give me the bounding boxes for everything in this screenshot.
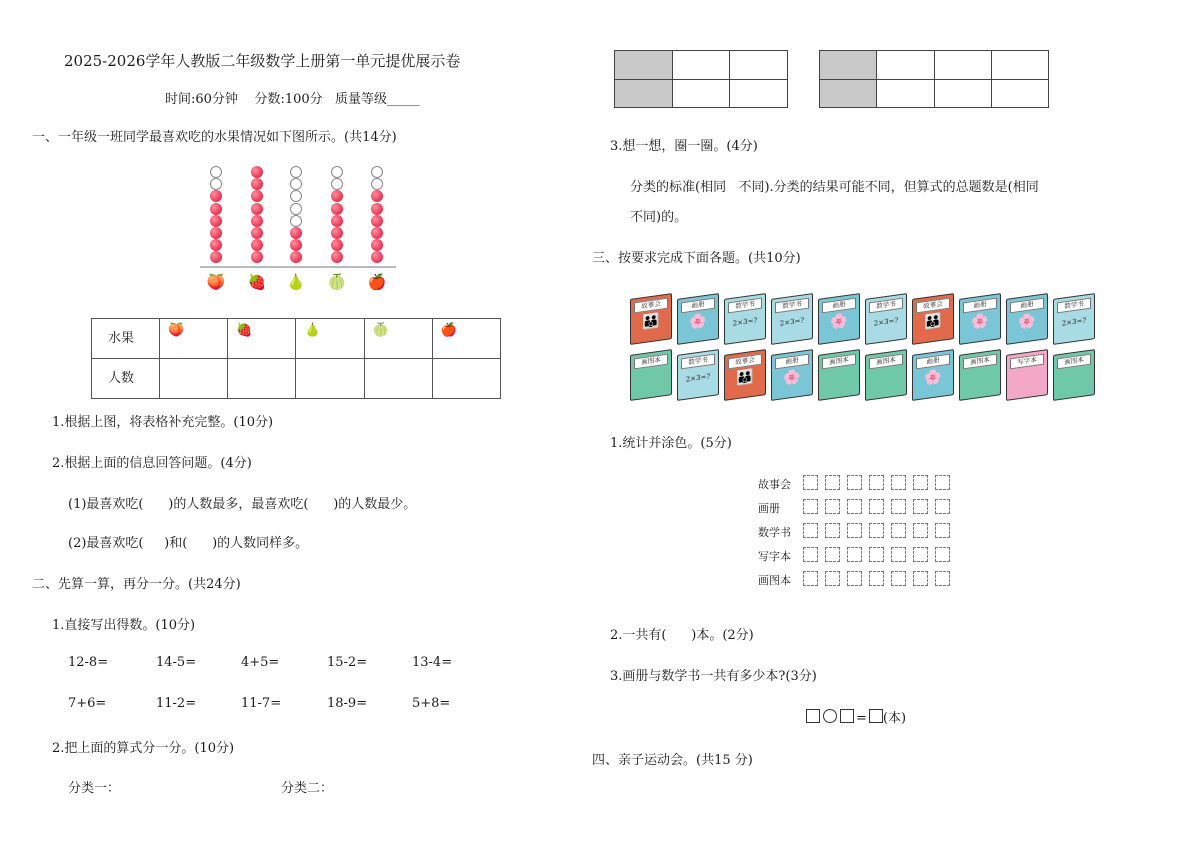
- calc-item: 11-2=: [156, 696, 197, 711]
- stat-cell[interactable]: [847, 571, 862, 586]
- question-3-3: 3.画册与数学书一共有多少本?(3分): [610, 669, 817, 684]
- abacus-bead: [371, 215, 383, 227]
- book-label: 故事会: [634, 298, 668, 314]
- question-2-3: 3.想一想，圈一圈。(4分): [610, 139, 758, 154]
- calc-item: 5+8=: [412, 696, 451, 711]
- stat-cell[interactable]: [825, 499, 840, 514]
- classification-2-label: 分类二：: [281, 781, 334, 796]
- stat-cell[interactable]: [913, 571, 928, 586]
- book-cover-art: 🌸: [689, 312, 707, 332]
- book-cover-art: 2×3=?: [873, 316, 899, 328]
- book-label: 故事会: [916, 298, 950, 314]
- book-story: [630, 293, 672, 345]
- book-story: [724, 349, 766, 401]
- stat-cell[interactable]: [869, 475, 884, 490]
- book-label: 画册: [916, 354, 950, 370]
- abacus-bead: [210, 203, 222, 215]
- stat-cell[interactable]: [825, 523, 840, 538]
- sort-grid-left: [614, 50, 788, 108]
- peach-icon: 🍑: [206, 273, 226, 291]
- question-2-2: 2.把上面的算式分一分。(10分): [52, 741, 235, 756]
- stat-label: 画图本: [758, 574, 791, 587]
- question-3-2: 2.一共有( )本。(2分): [610, 628, 754, 643]
- grid-cell[interactable]: [877, 51, 934, 80]
- table-cell-melon: [364, 319, 432, 359]
- stat-cell[interactable]: [891, 571, 906, 586]
- book-label: 画册: [963, 298, 997, 314]
- abacus-bead-empty: [210, 178, 222, 190]
- stat-cell[interactable]: [825, 547, 840, 562]
- calc-item: 18-9=: [327, 696, 368, 711]
- abacus-bead: [251, 166, 263, 178]
- table-cell-pear: [296, 319, 364, 359]
- abacus-bead: [331, 190, 343, 202]
- book-cover-art: 👪: [736, 368, 754, 388]
- book-label: 画图本: [634, 354, 668, 370]
- stat-cell[interactable]: [803, 475, 818, 490]
- calc-item: 11-7=: [241, 696, 282, 711]
- abacus-bead-empty: [290, 203, 302, 215]
- abacus-bead: [290, 239, 302, 251]
- question-1-2a: (1)最喜欢吃( )的人数最多，最喜欢吃( )的人数最少。: [68, 497, 417, 512]
- stat-cell[interactable]: [935, 547, 950, 562]
- book-math: [771, 293, 813, 345]
- book-label: 数学书: [775, 298, 809, 314]
- book-draw: [630, 349, 672, 401]
- book-draw: [818, 349, 860, 401]
- apple-icon: 🍎: [367, 273, 387, 291]
- book-paint: [677, 293, 719, 345]
- stat-cell[interactable]: [891, 475, 906, 490]
- book-paint: [959, 293, 1001, 345]
- strawberry-icon: 🍓: [247, 273, 267, 291]
- abacus-bead: [251, 215, 263, 227]
- grid-cell[interactable]: [991, 51, 1048, 80]
- abacus-bead: [371, 251, 383, 263]
- section-4-heading: 四、亲子运动会。(共15 分): [592, 753, 753, 768]
- stat-cell[interactable]: [847, 475, 862, 490]
- melon-icon: 🍈: [327, 273, 347, 291]
- book-draw: [1053, 349, 1095, 401]
- book-cover-art: 👪: [924, 312, 942, 332]
- question-1-1: 1.根据上图，将表格补充完整。(10分): [52, 415, 274, 430]
- abacus-bead: [371, 190, 383, 202]
- table-cell-apple: [432, 319, 500, 359]
- calc-item: 15-2=: [327, 655, 368, 670]
- book-label: 数学书: [869, 298, 903, 314]
- stat-cell[interactable]: [803, 571, 818, 586]
- stat-cell[interactable]: [825, 571, 840, 586]
- abacus-bead-empty: [290, 215, 302, 227]
- abacus-bead: [251, 239, 263, 251]
- book-label: 数学书: [1057, 298, 1091, 314]
- stat-cell[interactable]: [913, 499, 928, 514]
- question-3-1: 1.统计并涂色。(5分): [610, 436, 732, 451]
- book-cover-art: 🌸: [971, 312, 989, 332]
- abacus-bead: [331, 215, 343, 227]
- abacus-bead: [331, 251, 343, 263]
- calc-item: 4+5=: [241, 655, 280, 670]
- book-math: [865, 293, 907, 345]
- stat-cell[interactable]: [869, 547, 884, 562]
- grid-header-cell: [615, 51, 673, 80]
- stat-cell[interactable]: [869, 523, 884, 538]
- question-2-3-line2: 不同)的。: [630, 210, 688, 225]
- abacus-bead-empty: [331, 178, 343, 190]
- grid-cell[interactable]: [672, 79, 730, 108]
- calc-item: 14-5=: [156, 655, 197, 670]
- question-1-2: 2.根据上面的信息回答问题。(4分): [52, 456, 252, 471]
- book-story: [912, 293, 954, 345]
- calc-item: 7+6=: [68, 696, 107, 711]
- stat-cell[interactable]: [935, 499, 950, 514]
- abacus-bead: [331, 203, 343, 215]
- book-write: [1006, 349, 1048, 401]
- answer-box[interactable]: [806, 709, 820, 723]
- abacus-bead-empty: [371, 166, 383, 178]
- calc-item: 12-8=: [68, 655, 109, 670]
- stat-cell[interactable]: [891, 547, 906, 562]
- stat-cell[interactable]: [803, 523, 818, 538]
- grid-header-cell: [820, 51, 877, 80]
- stat-label: 数学书: [758, 526, 791, 539]
- abacus-chart: [200, 160, 400, 300]
- grid-cell[interactable]: [934, 51, 991, 80]
- abacus-bead-empty: [290, 178, 302, 190]
- stat-cell[interactable]: [935, 523, 950, 538]
- table-cell-peach: [160, 319, 228, 359]
- abacus-bead: [371, 203, 383, 215]
- table-header-count: 人数: [92, 359, 160, 399]
- answer-cell[interactable]: [432, 359, 500, 399]
- abacus-bead: [251, 190, 263, 202]
- operator-circle[interactable]: [823, 709, 837, 723]
- page-title: 2025-2026学年人教版二年级数学上册第一单元提优展示卷: [64, 52, 461, 70]
- book-label: 画图本: [869, 354, 903, 370]
- sort-grid-right: [819, 50, 1049, 108]
- table-cell-strawberry: [228, 319, 296, 359]
- book-cover-art: 🌸: [1018, 312, 1036, 332]
- abacus-bead-empty: [290, 166, 302, 178]
- calc-item: 13-4=: [412, 655, 453, 670]
- book-label: 画册: [822, 298, 856, 314]
- abacus-bead: [290, 251, 302, 263]
- book-draw: [959, 349, 1001, 401]
- melon-icon: 🍈: [372, 323, 389, 338]
- abacus-bead: [331, 239, 343, 251]
- equation-unit: (本): [882, 711, 907, 726]
- book-cover-art: 👪: [642, 312, 660, 332]
- grid-cell[interactable]: [730, 79, 788, 108]
- abacus-bead: [251, 227, 263, 239]
- book-label: 写字本: [1010, 354, 1044, 370]
- section-2-heading: 二、先算一算，再分一分。(共24分): [32, 577, 241, 592]
- abacus-bead-empty: [210, 166, 222, 178]
- abacus-bead: [210, 215, 222, 227]
- exam-info: 时间:60分钟 分数:100分 质量等级_____: [165, 92, 420, 107]
- stat-cell[interactable]: [803, 499, 818, 514]
- grid-cell[interactable]: [991, 79, 1048, 108]
- abacus-bead: [251, 203, 263, 215]
- book-label: 画册: [1010, 298, 1044, 314]
- book-paint: [1006, 293, 1048, 345]
- abacus-bead: [251, 178, 263, 190]
- book-math: [724, 293, 766, 345]
- stat-label: 画册: [758, 502, 780, 515]
- strawberry-icon: 🍓: [236, 323, 253, 338]
- abacus-bead: [331, 227, 343, 239]
- grid-cell[interactable]: [672, 51, 730, 80]
- fruit-table: [91, 318, 501, 399]
- peach-icon: 🍑: [168, 323, 185, 338]
- abacus-bead: [210, 251, 222, 263]
- answer-cell[interactable]: [160, 359, 228, 399]
- answer-cell[interactable]: [228, 359, 296, 399]
- books-illustration: [630, 290, 1110, 405]
- book-draw: [865, 349, 907, 401]
- grid-header-cell: [820, 79, 877, 108]
- book-cover-art: 🌸: [830, 312, 848, 332]
- book-label: 数学书: [728, 298, 762, 314]
- stat-cell[interactable]: [913, 547, 928, 562]
- book-math: [1053, 293, 1095, 345]
- book-paint: [818, 293, 860, 345]
- stat-label: 故事会: [758, 478, 791, 491]
- abacus-bead-empty: [331, 166, 343, 178]
- abacus-bead-empty: [290, 190, 302, 202]
- book-cover-art: 2×3=?: [685, 372, 711, 384]
- grid-cell[interactable]: [877, 79, 934, 108]
- book-math: [677, 349, 719, 401]
- answer-cell[interactable]: [296, 359, 364, 399]
- question-2-1: 1.直接写出得数。(10分): [52, 618, 196, 633]
- abacus-bead: [210, 190, 222, 202]
- stat-cell[interactable]: [847, 547, 862, 562]
- abacus-bead: [371, 227, 383, 239]
- book-label: 数学书: [681, 354, 715, 370]
- question-1-2b: (2)最喜欢吃( )和( )的人数同样多。: [68, 536, 309, 551]
- stat-cell[interactable]: [935, 571, 950, 586]
- stat-label: 写字本: [758, 550, 791, 563]
- stat-cell[interactable]: [847, 523, 862, 538]
- stat-cell[interactable]: [803, 547, 818, 562]
- section-3-heading: 三、按要求完成下面各题。(共10分): [592, 251, 801, 266]
- stat-cell[interactable]: [891, 499, 906, 514]
- section-1-heading: 一、一年级一班同学最喜欢吃的水果情况如下图所示。(共14分): [32, 130, 397, 145]
- pear-icon: 🍐: [286, 273, 306, 291]
- book-label: 画图本: [963, 354, 997, 370]
- book-label: 画图本: [822, 354, 856, 370]
- stat-cell[interactable]: [869, 499, 884, 514]
- book-cover-art: 2×3=?: [732, 316, 758, 328]
- stat-cell[interactable]: [935, 475, 950, 490]
- abacus-bead-empty: [371, 178, 383, 190]
- grid-cell[interactable]: [730, 51, 788, 80]
- book-label: 故事会: [728, 354, 762, 370]
- table-header-fruit: 水果: [92, 319, 160, 359]
- abacus-baseline: [200, 266, 396, 268]
- equation-template: = (本): [806, 707, 906, 726]
- grid-header-cell: [615, 79, 673, 108]
- book-cover-art: 2×3=?: [1061, 316, 1087, 328]
- stat-chart: [756, 475, 966, 595]
- stat-cell[interactable]: [891, 523, 906, 538]
- book-cover-art: 🌸: [783, 368, 801, 388]
- book-label: 画图本: [1057, 354, 1091, 370]
- abacus-bead: [210, 227, 222, 239]
- grid-cell[interactable]: [934, 79, 991, 108]
- stat-cell[interactable]: [847, 499, 862, 514]
- classification-1-label: 分类一：: [68, 781, 121, 796]
- abacus-bead: [290, 227, 302, 239]
- stat-cell[interactable]: [913, 475, 928, 490]
- stat-cell[interactable]: [913, 523, 928, 538]
- abacus-bead: [371, 239, 383, 251]
- abacus-bead: [251, 251, 263, 263]
- book-label: 画册: [775, 354, 809, 370]
- apple-icon: 🍎: [440, 323, 457, 338]
- answer-box[interactable]: [840, 709, 854, 723]
- book-label: 画册: [681, 298, 715, 314]
- pear-icon: 🍐: [304, 323, 321, 338]
- book-cover-art: 2×3=?: [779, 316, 805, 328]
- book-paint: [912, 349, 954, 401]
- book-paint: [771, 349, 813, 401]
- answer-box[interactable]: [869, 709, 883, 723]
- stat-cell[interactable]: [869, 571, 884, 586]
- stat-cell[interactable]: [825, 475, 840, 490]
- question-2-3-line1: 分类的标准(相同 不同).分类的结果可能不同，但算式的总题数是(相同: [630, 180, 1039, 195]
- answer-cell[interactable]: [364, 359, 432, 399]
- book-cover-art: 🌸: [924, 368, 942, 388]
- abacus-bead: [210, 239, 222, 251]
